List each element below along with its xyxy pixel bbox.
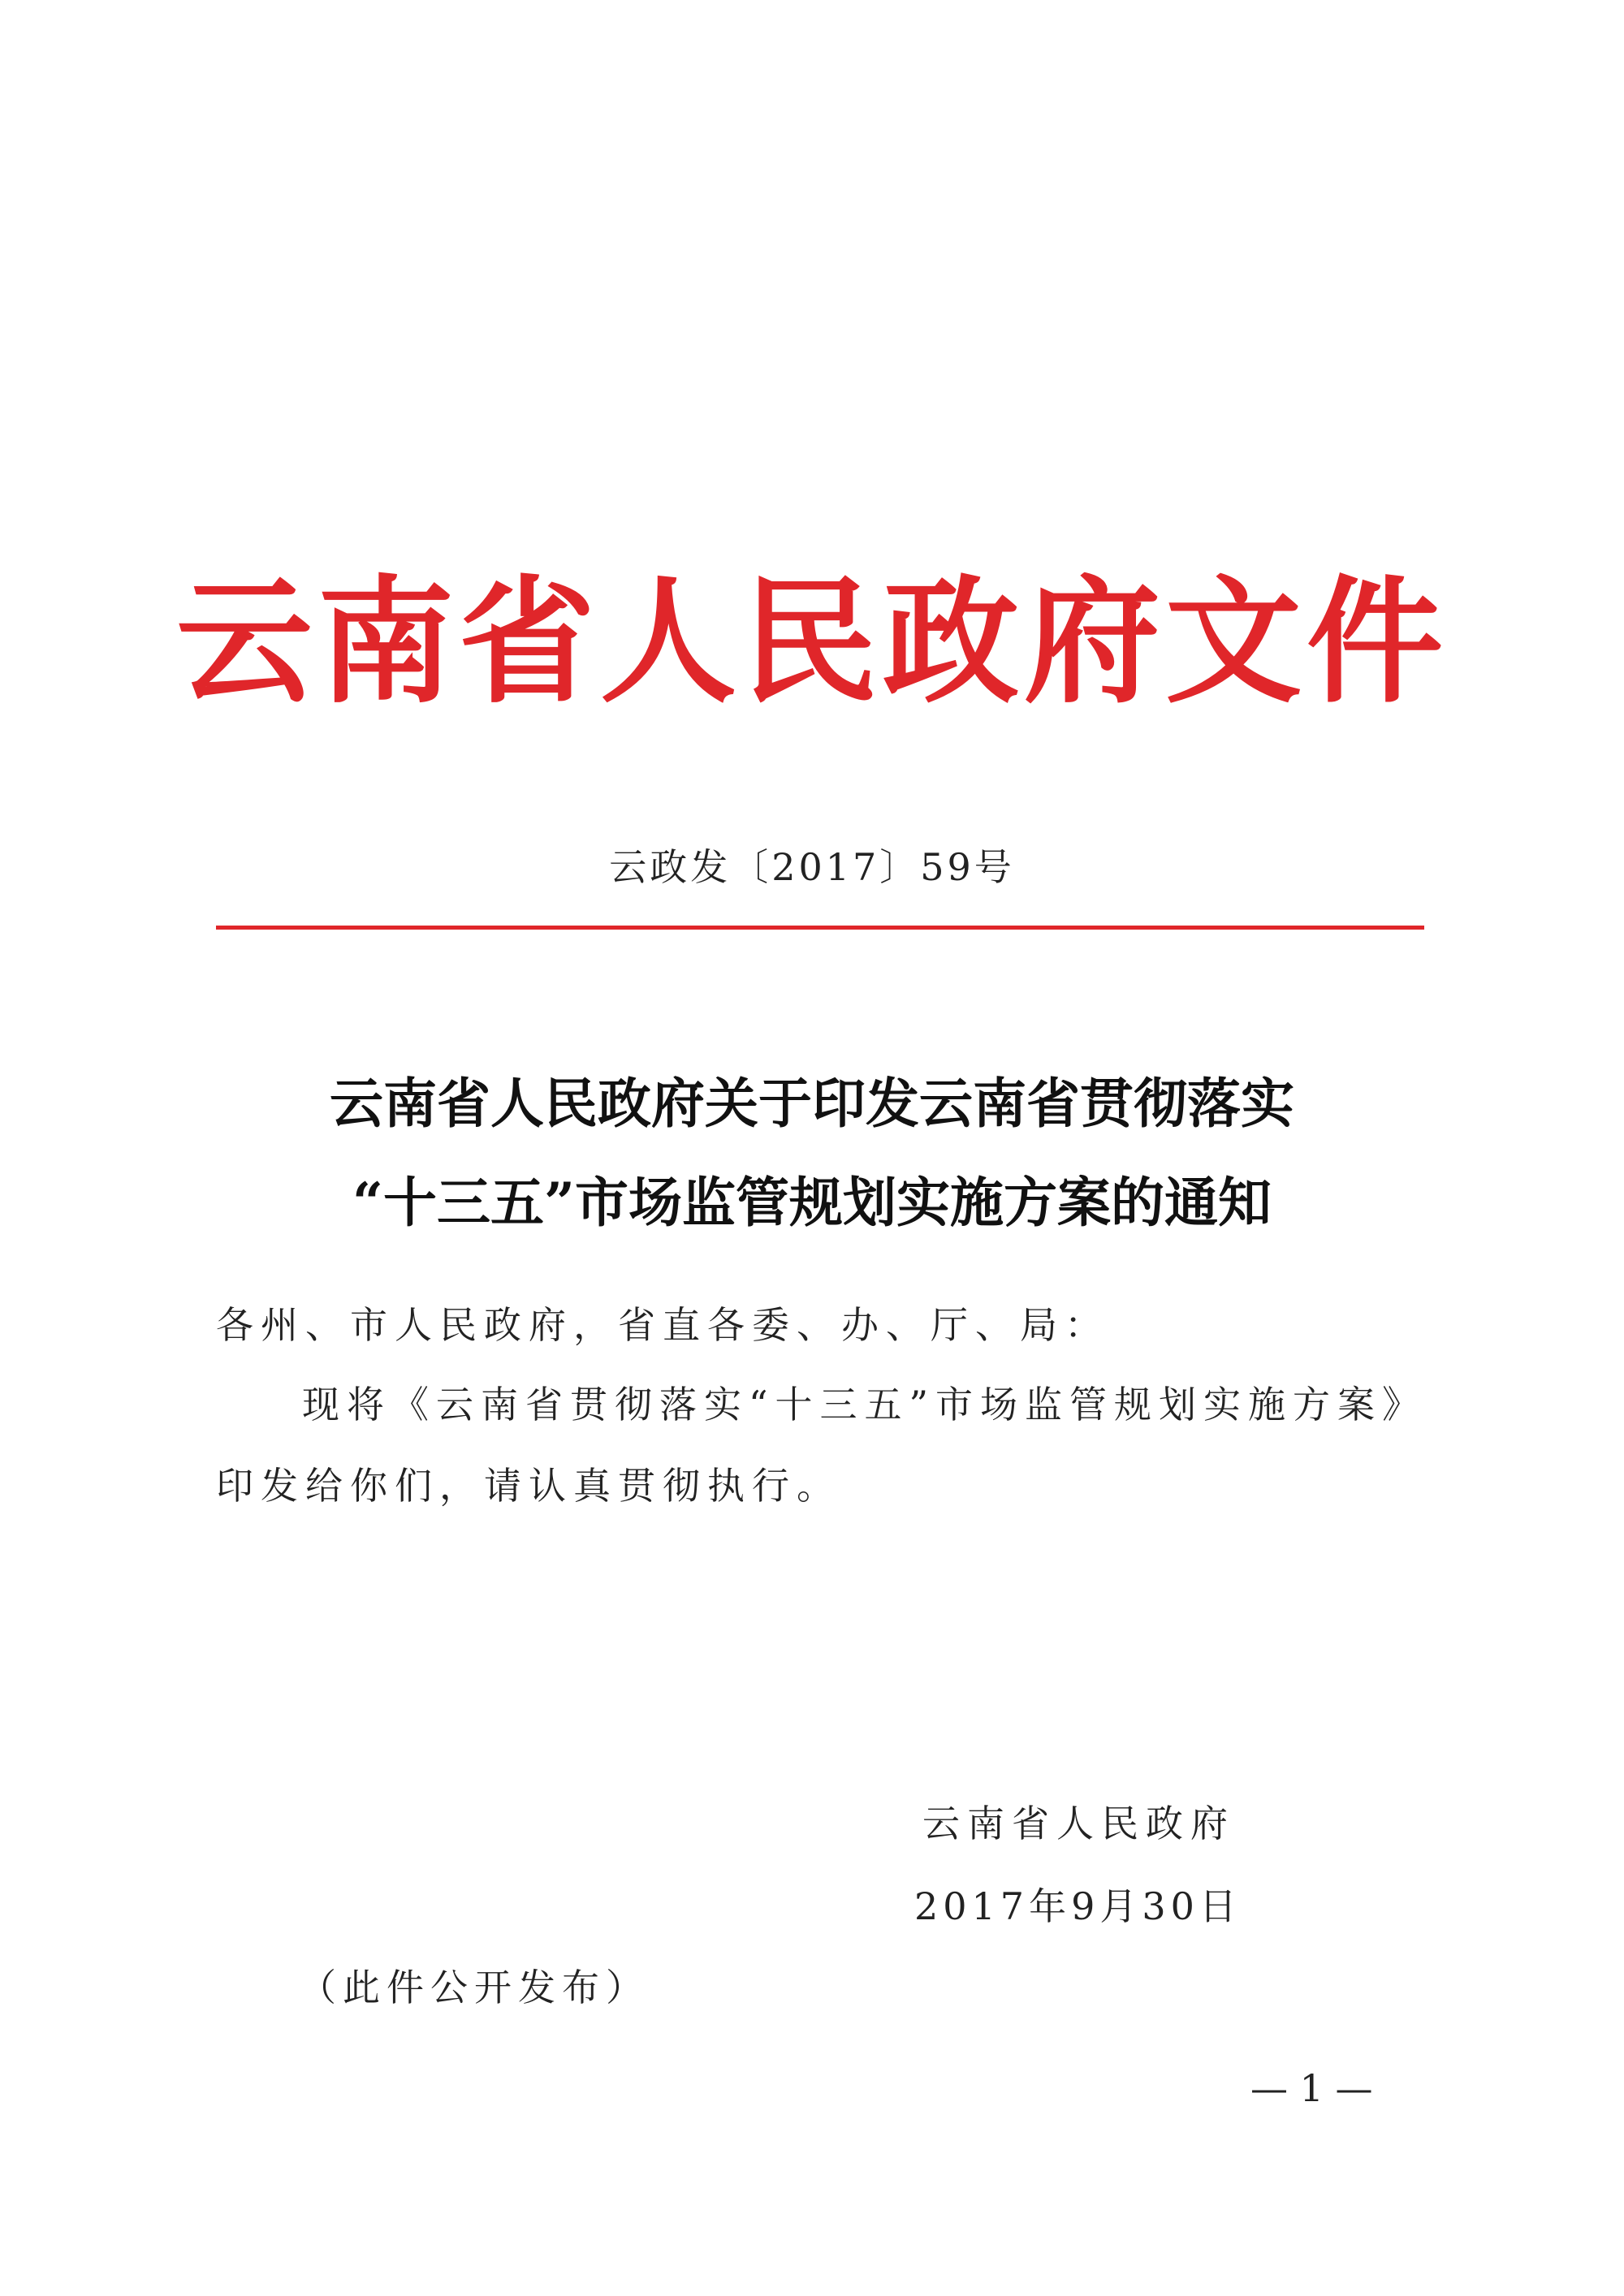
body-paragraph-line-1: 现将《云南省贯彻落实“十三五”市场监管规划实施方案》 (302, 1383, 1427, 1426)
notice-title (0, 1054, 1624, 1252)
notice-title-line-2: “十三五”市场监管规划实施方案的通知 (352, 1171, 1272, 1234)
notice-title-line-1: 云南省人民政府关于印发云南省贯彻落实 (330, 1072, 1294, 1135)
salutation: 各州、市人民政府，省直各委、办、厅、局： (216, 1303, 1109, 1347)
page-number: — 1 — (1250, 2066, 1373, 2110)
issue-date: 2017年9月30日 (914, 1884, 1242, 1928)
document-number: 云政发〔2017〕59号 (609, 845, 1015, 889)
document-masthead: 云南省人民政府文件 (176, 561, 1448, 722)
red-separator-line (216, 926, 1424, 930)
body-paragraph (216, 1364, 1426, 1526)
issuing-authority: 云南省人民政府 (922, 1802, 1235, 1845)
publication-note: （此件公开发布） (299, 1966, 650, 2009)
body-paragraph-line-2: 印发给你们，请认真贯彻执行。 (216, 1464, 841, 1508)
